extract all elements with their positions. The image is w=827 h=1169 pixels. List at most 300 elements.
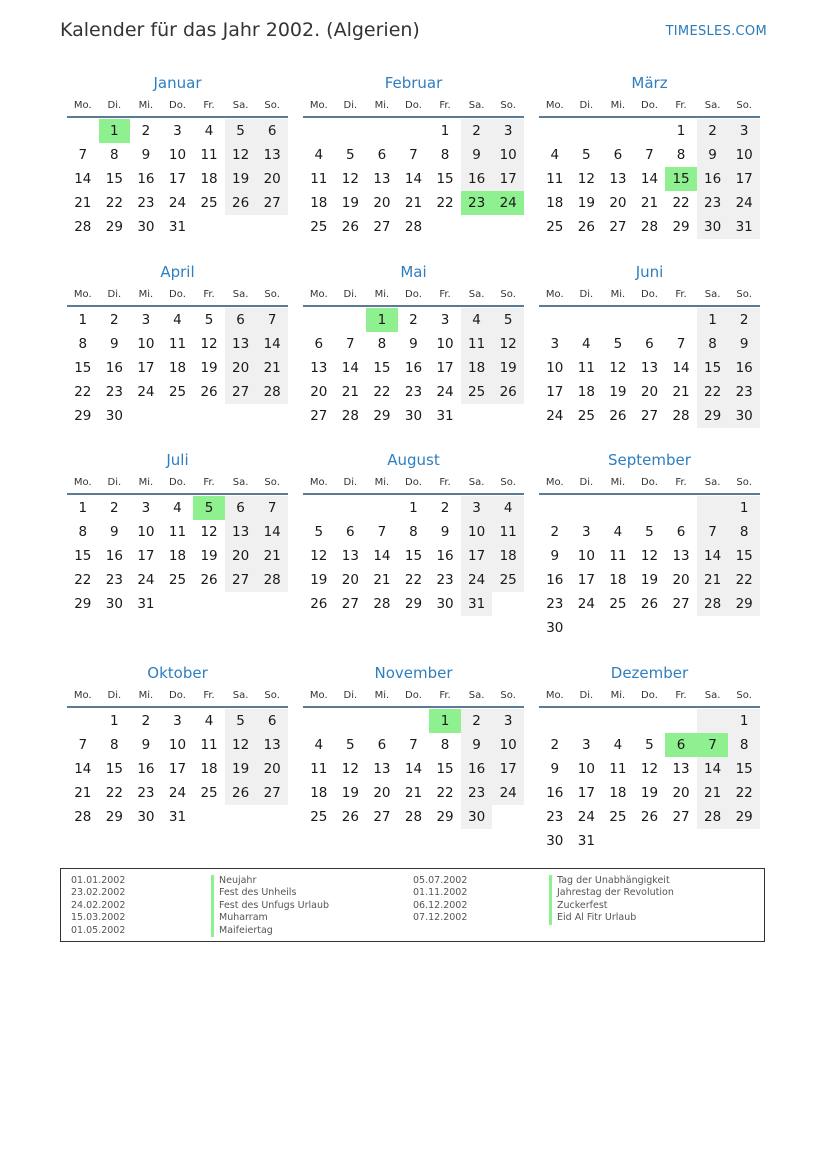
day-cell: 29: [373, 408, 391, 424]
day-cell: 29: [697, 404, 729, 428]
weekday-label: Mi.: [610, 690, 626, 701]
day-cell: 21: [697, 781, 729, 805]
day-cell: 27: [256, 191, 288, 215]
day-cell: 7: [346, 336, 355, 352]
day-cell: 14: [74, 171, 92, 187]
day-cell: 1: [440, 123, 450, 139]
day-cell: 3: [173, 713, 182, 729]
empty-cell: [429, 215, 461, 239]
day-cell: 19: [341, 785, 359, 801]
day-cell: 6: [225, 308, 257, 332]
empty-cell: [193, 404, 225, 428]
day-cell: 8: [110, 147, 119, 163]
empty-cell: [571, 308, 603, 332]
day-cell: 21: [256, 544, 288, 568]
month-name: Dezember: [610, 664, 689, 682]
empty-cell: [461, 215, 493, 239]
day-cell: 12: [640, 761, 659, 777]
day-cell: 30: [546, 833, 564, 849]
day-cell: 19: [609, 384, 627, 400]
weekday-label: Mo.: [73, 477, 92, 488]
legend-date: 24.02.2002: [71, 899, 126, 911]
empty-cell: [602, 829, 634, 853]
day-cell: 30: [546, 620, 564, 636]
day-cell: 9: [409, 336, 418, 352]
day-cell: 9: [728, 332, 760, 356]
month-mai: [303, 261, 524, 428]
day-cell: 19: [200, 548, 218, 564]
weekday-label: Fr.: [675, 100, 687, 111]
day-cell: 22: [697, 380, 729, 404]
day-cell: 26: [225, 781, 257, 805]
day-cell: 20: [310, 384, 328, 400]
weekday-label: Do.: [405, 477, 422, 488]
day-cell: 31: [577, 833, 595, 849]
day-cell: 17: [137, 548, 155, 564]
day-cell: 7: [697, 733, 729, 757]
day-cell: 25: [546, 219, 564, 235]
empty-cell: [539, 308, 571, 332]
day-cell: 12: [492, 332, 524, 356]
weekday-label: Sa.: [704, 100, 721, 111]
day-cell: 24: [492, 781, 524, 805]
month-februar: [303, 72, 524, 239]
day-cell: 21: [697, 568, 729, 592]
day-cell: 13: [373, 761, 391, 777]
weekday-label: Fr.: [439, 690, 451, 701]
day-cell: 9: [461, 733, 493, 757]
empty-cell: [303, 496, 335, 520]
day-cell: 6: [645, 336, 654, 352]
day-cell: 2: [461, 119, 493, 143]
day-cell: 23: [105, 572, 123, 588]
day-cell: 13: [640, 360, 659, 376]
day-grid: [539, 496, 760, 640]
day-cell: 2: [141, 123, 151, 139]
empty-cell: [728, 829, 760, 853]
day-cell: 14: [256, 520, 288, 544]
day-cell: 15: [728, 544, 760, 568]
page-title: Kalender für das Jahr 2002. (Algerien): [60, 19, 420, 41]
month-name: März: [631, 74, 668, 92]
day-cell: 30: [461, 805, 493, 829]
day-cell: 28: [256, 568, 288, 592]
day-grid: [303, 308, 524, 428]
legend-date: 05.07.2002: [413, 875, 468, 886]
day-cell: 26: [310, 596, 328, 612]
weekday-label: Di.: [343, 690, 358, 701]
month-name: April: [160, 263, 195, 281]
empty-cell: [665, 496, 697, 520]
day-cell: 25: [609, 596, 627, 612]
weekday-label: Di.: [107, 690, 122, 701]
day-cell: 22: [105, 195, 123, 211]
day-cell: 8: [78, 524, 88, 540]
weekday-label: Mi.: [138, 477, 154, 488]
day-cell: 26: [640, 596, 659, 612]
legend-holiday-name: Tag der Unabhängigkeit: [549, 875, 674, 887]
weekday-label: Do.: [169, 690, 186, 701]
day-cell: 6: [676, 524, 686, 540]
empty-cell: [602, 616, 634, 640]
weekday-label: Fr.: [203, 477, 215, 488]
day-cell: 27: [341, 596, 359, 612]
day-cell: 11: [492, 520, 524, 544]
day-cell: 9: [550, 548, 560, 564]
day-cell: 25: [577, 408, 595, 424]
weekday-label: Fr.: [439, 477, 451, 488]
day-cell: 5: [492, 308, 524, 332]
weekday-label: Do.: [405, 690, 422, 701]
day-cell: 6: [377, 147, 387, 163]
day-cell: 18: [168, 548, 187, 564]
day-cell: 23: [546, 596, 564, 612]
month-januar: [67, 72, 288, 239]
day-cell: 27: [310, 408, 328, 424]
day-cell: 18: [609, 785, 627, 801]
weekday-label: Mi.: [374, 477, 390, 488]
day-cell: 21: [74, 785, 92, 801]
day-cell: 28: [256, 380, 288, 404]
day-cell: 26: [492, 380, 524, 404]
empty-cell: [366, 496, 398, 520]
month-dezember: [539, 662, 760, 853]
day-cell: 9: [141, 147, 151, 163]
day-cell: 16: [697, 167, 729, 191]
day-cell: 11: [168, 524, 187, 540]
legend-dates-right: [413, 875, 467, 925]
empty-cell: [539, 709, 571, 733]
day-cell: 15: [404, 548, 423, 564]
day-cell: 9: [440, 524, 450, 540]
day-cell: 10: [168, 737, 187, 753]
day-cell: 5: [613, 336, 623, 352]
day-cell: 15: [105, 761, 123, 777]
empty-cell: [335, 119, 367, 143]
empty-cell: [634, 496, 666, 520]
day-cell: 2: [141, 713, 151, 729]
weekday-label: Mi.: [138, 690, 154, 701]
weekday-label: Di.: [343, 100, 358, 111]
legend-holiday-name: Jahrestag der Revolution: [549, 887, 674, 899]
day-cell: 12: [225, 733, 257, 757]
day-cell: 28: [341, 408, 359, 424]
weekday-label: Mi.: [374, 690, 390, 701]
day-cell: 7: [697, 520, 729, 544]
weekday-header: [539, 473, 760, 495]
empty-cell: [697, 829, 729, 853]
day-cell: 29: [404, 596, 423, 612]
weekday-header: [67, 96, 288, 118]
day-cell: 12: [310, 548, 328, 564]
day-cell: 20: [341, 572, 359, 588]
legend-holiday-name: Maifeiertag: [211, 925, 329, 937]
month-name: September: [608, 451, 691, 469]
day-cell: 11: [546, 171, 564, 187]
day-cell: 26: [640, 809, 659, 825]
day-cell: 10: [492, 733, 524, 757]
weekday-label: Mi.: [138, 100, 154, 111]
day-cell: 7: [377, 524, 387, 540]
weekday-label: Sa.: [232, 100, 249, 111]
day-cell: 4: [613, 737, 623, 753]
day-cell: 13: [672, 761, 690, 777]
day-cell: 14: [404, 171, 423, 187]
holiday-legend: [60, 868, 765, 942]
day-cell: 19: [225, 757, 257, 781]
day-cell: 3: [550, 336, 560, 352]
day-cell: 17: [577, 785, 595, 801]
legend-holiday-name: Fest des Unfugs Urlaub: [211, 900, 329, 912]
site-logo-text[interactable]: TIMESLES.COM: [665, 24, 767, 39]
day-cell: 19: [341, 195, 359, 211]
empty-cell: [335, 496, 367, 520]
day-cell: 1: [429, 709, 461, 733]
weekday-label: Di.: [579, 690, 594, 701]
day-cell: 10: [436, 336, 454, 352]
empty-cell: [697, 709, 729, 733]
empty-cell: [67, 709, 99, 733]
day-cell: 5: [225, 709, 257, 733]
day-cell: 30: [697, 215, 729, 239]
day-cell: 27: [225, 380, 257, 404]
day-cell: 5: [193, 496, 225, 520]
weekday-label: Sa.: [704, 477, 721, 488]
day-cell: 30: [137, 809, 155, 825]
empty-cell: [162, 404, 194, 428]
empty-cell: [665, 829, 697, 853]
empty-cell: [492, 592, 524, 616]
day-cell: 12: [341, 761, 359, 777]
day-cell: 13: [341, 548, 359, 564]
weekday-label: Fr.: [675, 690, 687, 701]
day-cell: 28: [74, 809, 92, 825]
day-cell: 4: [314, 737, 324, 753]
day-cell: 13: [256, 143, 288, 167]
day-cell: 27: [373, 809, 391, 825]
day-cell: 31: [168, 219, 187, 235]
month-april: [67, 261, 288, 428]
day-cell: 16: [728, 356, 760, 380]
day-cell: 4: [550, 147, 560, 163]
empty-cell: [366, 709, 398, 733]
day-cell: 15: [373, 360, 391, 376]
day-cell: 27: [672, 809, 690, 825]
weekday-label: Do.: [641, 477, 658, 488]
weekday-label: Mo.: [309, 477, 328, 488]
day-cell: 13: [609, 171, 627, 187]
day-cell: 16: [461, 757, 493, 781]
day-cell: 14: [640, 171, 659, 187]
day-cell: 29: [105, 809, 123, 825]
day-cell: 7: [409, 147, 418, 163]
day-cell: 18: [310, 785, 328, 801]
legend-holiday-name: Muharram: [211, 912, 329, 924]
empty-cell: [303, 308, 335, 332]
day-cell: 15: [697, 356, 729, 380]
day-cell: 23: [105, 384, 123, 400]
month-juni: [539, 261, 760, 428]
day-cell: 5: [346, 147, 355, 163]
day-cell: 11: [310, 761, 328, 777]
day-cell: 19: [225, 167, 257, 191]
day-cell: 28: [373, 596, 391, 612]
day-cell: 20: [640, 384, 659, 400]
day-cell: 5: [346, 737, 355, 753]
weekday-label: Di.: [343, 477, 358, 488]
day-cell: 25: [461, 380, 493, 404]
day-cell: 26: [609, 408, 627, 424]
day-cell: 23: [461, 781, 493, 805]
legend-date: 06.12.2002: [413, 899, 468, 911]
legend-date: 15.03.2002: [71, 912, 126, 924]
day-cell: 24: [546, 408, 564, 424]
day-cell: 13: [256, 733, 288, 757]
weekday-label: Mo.: [309, 289, 328, 300]
month-name: Juli: [166, 451, 189, 469]
legend-date: 23.02.2002: [71, 887, 126, 899]
empty-cell: [225, 404, 257, 428]
day-cell: 7: [409, 737, 418, 753]
day-cell: 23: [137, 195, 155, 211]
day-cell: 23: [404, 384, 423, 400]
day-cell: 18: [577, 384, 595, 400]
empty-cell: [492, 805, 524, 829]
day-cell: 25: [492, 568, 524, 592]
day-grid: [67, 119, 288, 239]
day-cell: 27: [373, 219, 391, 235]
day-cell: 27: [256, 781, 288, 805]
day-cell: 7: [676, 336, 686, 352]
day-cell: 2: [550, 524, 560, 540]
empty-cell: [539, 119, 571, 143]
day-cell: 11: [609, 548, 627, 564]
day-cell: 27: [672, 596, 690, 612]
weekday-label: Di.: [579, 100, 594, 111]
day-cell: 21: [640, 195, 659, 211]
day-cell: 28: [672, 408, 690, 424]
weekday-label: Mo.: [545, 289, 564, 300]
legend-holiday-name: Zuckerfest: [549, 900, 674, 912]
day-cell: 21: [404, 195, 423, 211]
weekday-label: Di.: [579, 289, 594, 300]
weekday-label: So.: [264, 100, 280, 111]
day-cell: 8: [409, 524, 418, 540]
weekday-header: [539, 285, 760, 307]
day-cell: 13: [225, 520, 257, 544]
day-cell: 10: [577, 548, 595, 564]
day-cell: 9: [461, 143, 493, 167]
empty-cell: [256, 404, 288, 428]
day-cell: 20: [609, 195, 627, 211]
weekday-label: Mi.: [138, 289, 154, 300]
empty-cell: [162, 592, 194, 616]
day-cell: 8: [440, 147, 450, 163]
day-cell: 3: [492, 709, 524, 733]
month-november: [303, 662, 524, 829]
day-grid: [539, 709, 760, 853]
day-cell: 31: [461, 592, 493, 616]
day-cell: 27: [609, 219, 627, 235]
day-cell: 6: [665, 733, 697, 757]
weekday-label: So.: [736, 477, 752, 488]
empty-cell: [303, 119, 335, 143]
day-cell: 8: [440, 737, 450, 753]
day-cell: 15: [105, 171, 123, 187]
day-cell: 25: [310, 809, 328, 825]
day-cell: 14: [341, 360, 359, 376]
day-cell: 21: [256, 356, 288, 380]
day-cell: 24: [137, 384, 155, 400]
day-cell: 20: [373, 195, 391, 211]
day-cell: 2: [409, 312, 418, 328]
day-cell: 16: [105, 360, 123, 376]
weekday-label: Di.: [107, 477, 122, 488]
empty-cell: [461, 404, 493, 428]
day-cell: 21: [341, 384, 359, 400]
weekday-label: Mo.: [73, 289, 92, 300]
day-cell: 7: [256, 496, 288, 520]
month-september: [539, 449, 760, 640]
weekday-label: Do.: [641, 289, 658, 300]
day-cell: 14: [697, 544, 729, 568]
day-cell: 18: [200, 171, 218, 187]
day-cell: 8: [377, 336, 387, 352]
day-cell: 23: [137, 785, 155, 801]
day-cell: 22: [404, 572, 423, 588]
day-cell: 3: [461, 496, 493, 520]
weekday-label: So.: [500, 289, 516, 300]
day-cell: 14: [373, 548, 391, 564]
day-cell: 10: [492, 143, 524, 167]
day-cell: 17: [492, 757, 524, 781]
empty-cell: [193, 805, 225, 829]
day-cell: 29: [105, 219, 123, 235]
day-cell: 10: [461, 520, 493, 544]
month-name: August: [387, 451, 440, 469]
day-cell: 26: [577, 219, 595, 235]
day-cell: 20: [225, 356, 257, 380]
day-cell: 17: [137, 360, 155, 376]
day-cell: 12: [200, 336, 218, 352]
empty-cell: [665, 308, 697, 332]
day-cell: 5: [645, 737, 654, 753]
day-cell: 10: [728, 143, 760, 167]
legend-names-right: [549, 875, 674, 925]
empty-cell: [256, 592, 288, 616]
empty-cell: [602, 709, 634, 733]
empty-cell: [697, 616, 729, 640]
day-cell: 2: [440, 500, 450, 516]
day-cell: 24: [137, 572, 155, 588]
weekday-label: Mo.: [545, 100, 564, 111]
day-cell: 1: [676, 123, 686, 139]
day-cell: 20: [672, 785, 690, 801]
weekday-label: Do.: [641, 100, 658, 111]
day-cell: 8: [110, 737, 119, 753]
day-cell: 16: [137, 171, 155, 187]
day-cell: 16: [137, 761, 155, 777]
day-cell: 8: [697, 332, 729, 356]
day-cell: 24: [492, 191, 524, 215]
weekday-label: Do.: [169, 100, 186, 111]
day-cell: 30: [137, 219, 155, 235]
weekday-label: So.: [736, 289, 752, 300]
weekday-label: Sa.: [232, 690, 249, 701]
day-cell: 18: [310, 195, 328, 211]
day-cell: 13: [310, 360, 328, 376]
empty-cell: [634, 308, 666, 332]
